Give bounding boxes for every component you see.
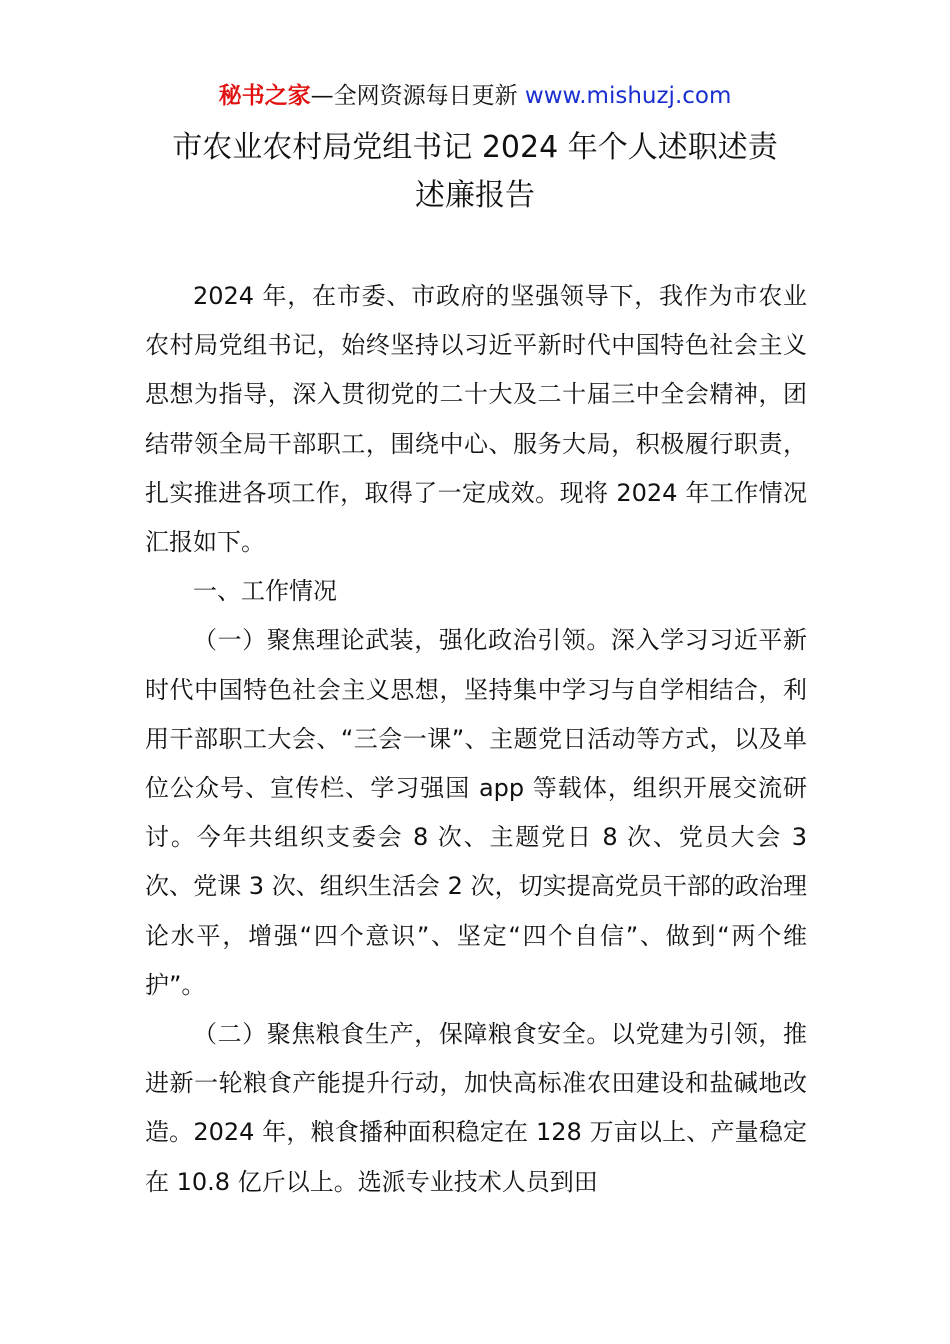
section-heading: 一、工作情况 — [193, 577, 337, 606]
paragraph-intro: 2024 年，在市委、市政府的坚强领导下，我作为市农业农村局党组书记，始终坚持以习近平新时代中国特色社会主义思想为指导，深入贯彻党的二十大及二十届三中全会精神，团结带领全局干部职工，围绕中心、服务大局，积极履行职责，扎实推进各项工作，取得了一定成效。现将 2024 年工作情况汇报如下。 — [145, 282, 807, 557]
title-line-1: 市农业农村局党组书记 2024 年个人述职述责 — [172, 130, 778, 165]
site-tagline: —全网资源每日更新 — [310, 83, 525, 109]
paragraph-theory: （一）聚焦理论武装，强化政治引领。深入学习习近平新时代中国特色社会主义思想，坚持集中学习与自学相结合，利用干部职工大会、“三会一课”、主题党日活动等方式，以及单位公众号、宣传栏、学习强国 app 等载体，组织开展交流研讨。今年共组织支委会 8 次、主题党日 8 次、党员大会 3 次、党课 3 次、组织生活会 2 次，切实提高党员干部的政治理论水平，增强“四个意识”、坚定“四个自信”、做到“两个维护”。 — [145, 626, 807, 999]
site-header — [0, 80, 950, 112]
site-url[interactable]: www.mishuzj.com — [524, 83, 732, 109]
document-body — [145, 272, 807, 1207]
paragraph-grain: （二）聚焦粮食生产，保障粮食安全。以党建为引领，推进新一轮粮食产能提升行动，加快高标准农田建设和盐碱地改造。2024 年，粮食播种面积稳定在 128 万亩以上、产量稳定在 10.8 亿斤以上。选派专业技术人员到田 — [145, 1020, 807, 1196]
document-title — [100, 124, 850, 220]
site-name: 秘书之家 — [218, 83, 311, 109]
title-line-2: 述廉报告 — [415, 178, 535, 213]
